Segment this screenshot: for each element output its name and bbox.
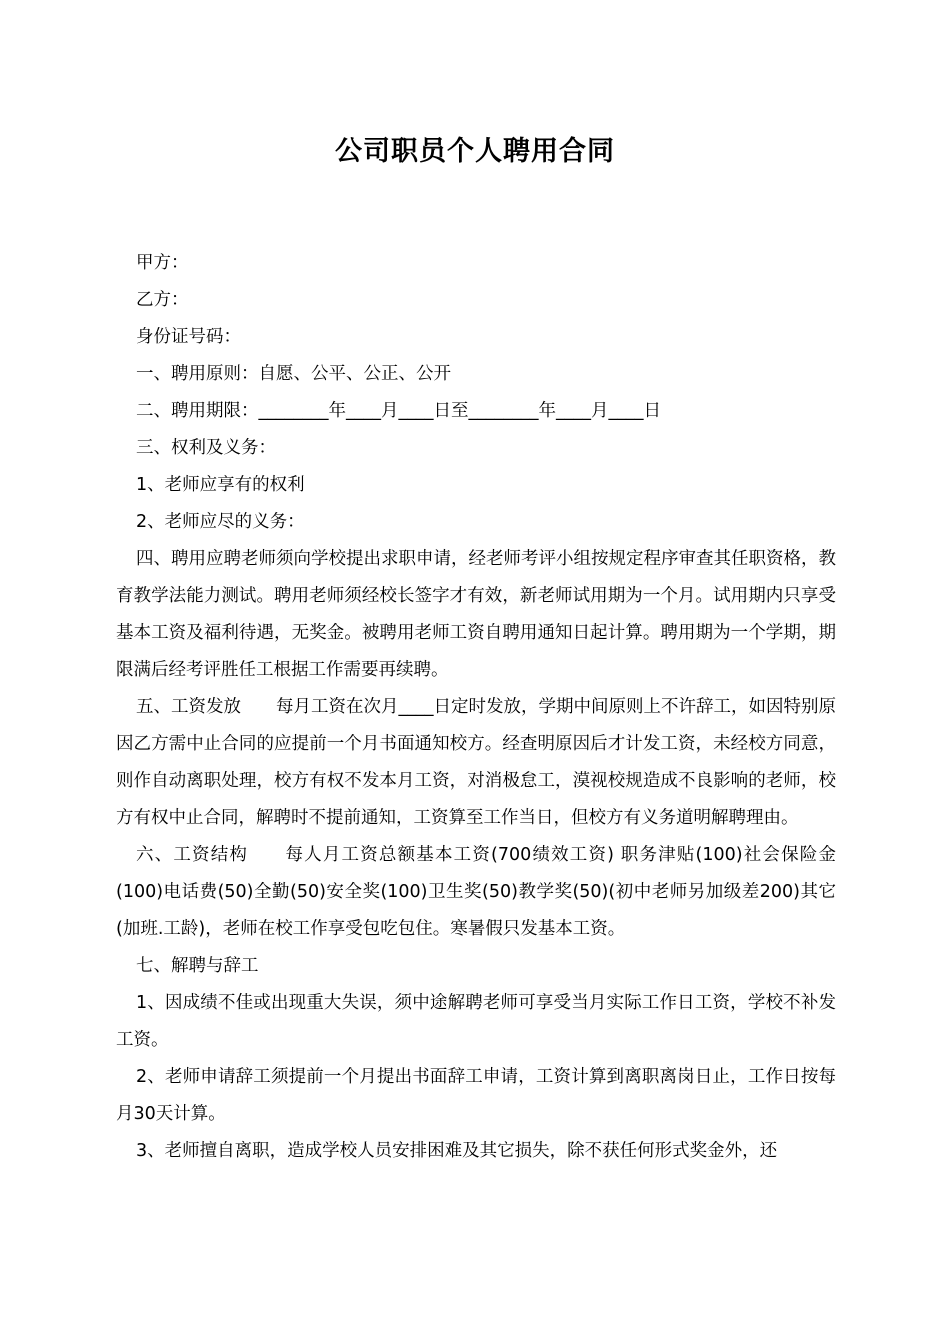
clause-hiring: 四、聘用应聘老师须向学校提出求职申请，经老师考评小组按规定程序审查其任职资格，教育教学法能力测试。聘用老师须经校长签字才有效，新老师试用期为一个月。试用期内只享受基本工资及福利待遇，无奖金。被聘用老师工资自聘用通知日起计算。聘用期为一个学期，期限满后经考评胜任工根据工作需要再续聘。 bbox=[116, 549, 836, 680]
party-a-line: 甲方： bbox=[136, 253, 189, 273]
document-title: 公司职员个人聘用合同 bbox=[335, 136, 615, 167]
clause-dismissal-item-3: 3、老师擅自离职，造成学校人员安排困难及其它损失，除不获任何形式奖金外，还 bbox=[136, 1141, 778, 1161]
clause-salary-structure: 六、工资结构 每人月工资总额基本工资(700绩效工资) 职务津贴(100)社会保险金(100)电话费(50)全勤(50)安全奖(100)卫生奖(50)教学奖(50)(初中老师另加级差200)其它(加班.工龄)，老师在校工作享受包吃包住。寒暑假只发基本工资。 bbox=[116, 845, 836, 939]
clause-rights-item-2: 2、老师应尽的义务： bbox=[136, 512, 305, 532]
clause-principle: 一、聘用原则：自愿、公平、公正、公开 bbox=[136, 364, 451, 384]
id-number-line: 身份证号码： bbox=[136, 327, 241, 347]
clause-rights-heading: 三、权利及义务： bbox=[136, 438, 276, 458]
clause-dismissal-item-2: 2、老师申请辞工须提前一个月提出书面辞工申请，工资计算到离职离岗日止，工作日按每月30天计算。 bbox=[116, 1067, 836, 1124]
clause-dismissal-item-1: 1、因成绩不佳或出现重大失误，须中途解聘老师可享受当月实际工作日工资，学校不补发工资。 bbox=[116, 993, 836, 1050]
clause-payment: 五、工资发放 每月工资在次月____日定时发放，学期中间原则上不许辞工，如因特别原因乙方需中止合同的应提前一个月书面通知校方。经查明原因后才计发工资，未经校方同意，则作自动离职处理，校方有权不发本月工资，对消极怠工，漠视校规造成不良影响的老师，校方有权中止合同，解聘时不提前通知，工资算至工作当日，但校方有义务道明解聘理由。 bbox=[116, 697, 836, 828]
clause-rights-item-1: 1、老师应享有的权利 bbox=[136, 475, 305, 495]
party-b-line: 乙方： bbox=[136, 290, 189, 310]
document-body bbox=[116, 245, 836, 1170]
clause-term: 二、聘用期限：________年____月____日至________年____月____日 bbox=[136, 401, 661, 421]
clause-dismissal-heading: 七、解聘与辞工 bbox=[136, 956, 259, 976]
